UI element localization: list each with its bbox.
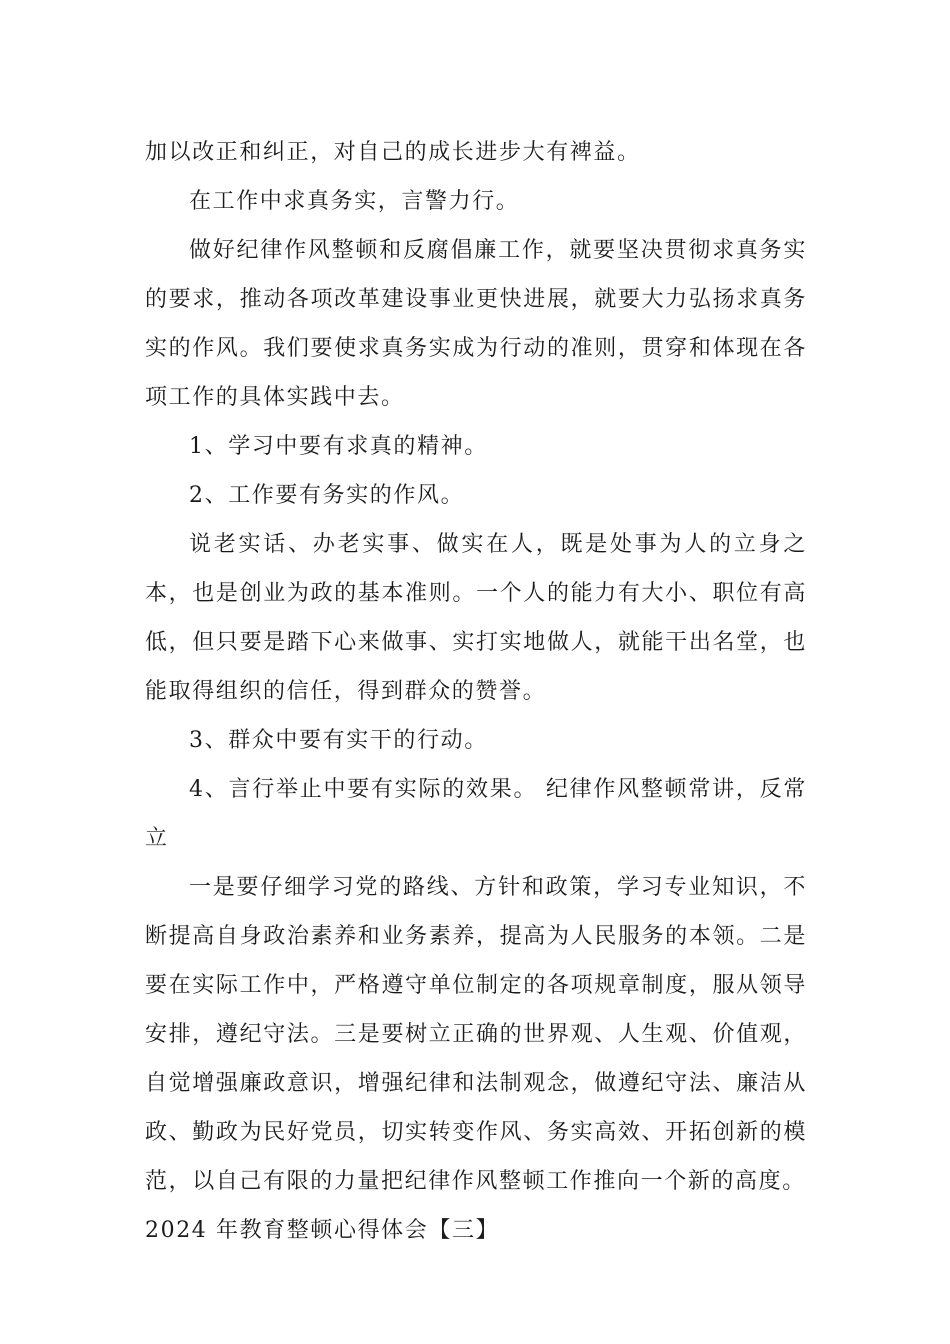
paragraph-8: 4、言行举止中要有实际的效果。 纪律作风整顿常讲，反常立 (145, 777, 807, 851)
section-heading: 2024 年教育整顿心得体会【三】 (145, 1218, 500, 1243)
paragraph-6: 说老实话、办老实事、做实在人，既是处事为人的立身之本，也是创业为政的基本准则。一个人的能力有大小、职位有高低，但只要是踏下心来做事、实打实地做人，就能干出名堂，也能取得组织的信任，得到群众的赞誉。 (145, 532, 807, 704)
document-body (145, 128, 807, 1255)
paragraph-3: 做好纪律作风整顿和反腐倡廉工作，就要坚决贯彻求真务实的要求，推动各项改革建设事业更快进展，就要大力弘扬求真务实的作风。我们要使求真务实成为行动的准则，贯穿和体现在各项工作的具体实践中去。 (145, 238, 807, 410)
paragraph-9: 一是要仔细学习党的路线、方针和政策，学习专业知识，不断提高自身政治素养和业务素养，提高为人民服务的本领。二是要在实际工作中，严格遵守单位制定的各项规章制度，服从领导安排，遵纪守法。三是要树立正确的世界观、人生观、价值观，自觉增强廉政意识，增强纪律和法制观念，做遵纪守法、廉洁从政、勤政为民好党员，切实转变作风、务实高效、开拓创新的模范，以自己有限的力量把纪律作风整顿工作推向一个新的高度。 (145, 875, 807, 1194)
paragraph-2: 在工作中求真务实，言警力行。 (189, 189, 520, 214)
paragraph-5: 2、工作要有务实的作风。 (189, 483, 465, 508)
paragraph-1: 加以改正和纠正，对自己的成长进步大有裨益。 (145, 140, 641, 165)
paragraph-4: 1、学习中要有求真的精神。 (189, 434, 488, 459)
paragraph-7: 3、群众中要有实干的行动。 (189, 728, 488, 753)
